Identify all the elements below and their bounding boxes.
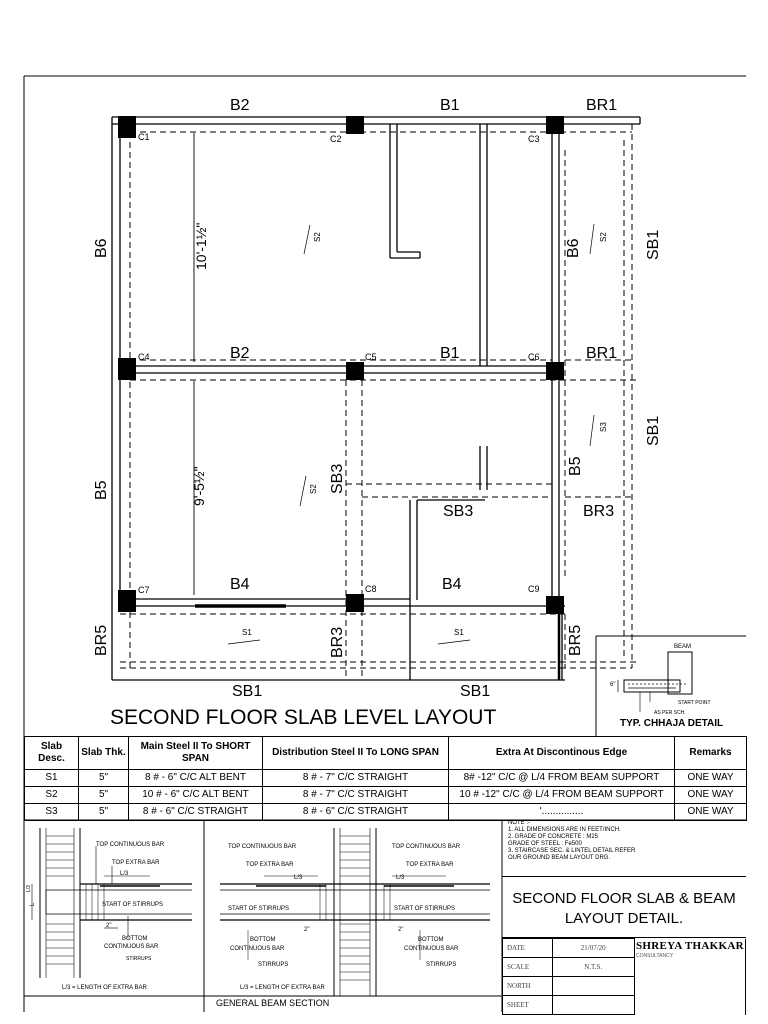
table-cell: S1 (25, 770, 79, 787)
slab-marks (228, 224, 608, 644)
bottom-continuous-bar-label-a: CONTINUOUS BAR (230, 946, 285, 952)
slab-schedule-table (24, 736, 747, 821)
table-header-row (25, 737, 747, 770)
beam-labels (93, 97, 662, 700)
bottom-bar-label-a: BOTTOM (250, 937, 276, 943)
beam-label-sb3-horiz: SB3 (443, 503, 474, 520)
slab-mark-s1-b (438, 628, 470, 644)
column-c3 (546, 116, 564, 134)
table-cell: 8 # - 6" C/C STRAIGHT (129, 804, 263, 821)
svg-text:S1: S1 (454, 628, 464, 637)
l3-label: L/3 (120, 871, 129, 877)
beam-label-b5-right: B5 (567, 456, 584, 476)
scale-value: N.T.S. (552, 958, 634, 977)
table-cell: ONE WAY (675, 787, 747, 804)
empty-cell (634, 958, 745, 977)
two-inch-label-b: 2" (398, 927, 404, 933)
start-of-stirrups-label: START OF STIRRUPS (102, 902, 164, 908)
table-cell: ONE WAY (675, 804, 747, 821)
beam-label-b6-left: B6 (93, 238, 110, 258)
column-c6 (546, 362, 564, 380)
beam-label-b4-right: B4 (442, 576, 462, 593)
slab-mark-s2-b (590, 224, 608, 254)
notes-block (508, 820, 738, 862)
beam-label-sb3-vert: SB3 (329, 463, 346, 494)
column-c7 (118, 590, 136, 612)
beam-label-sb1-bottom-left: SB1 (232, 683, 263, 700)
start-of-stirrups-label-b: START OF STIRRUPS (394, 906, 456, 912)
table-cell: 10 # -12" C/C @ L/4 FROM BEAM SUPPORT (449, 787, 675, 804)
table-header: Extra At Discontinous Edge (449, 737, 675, 770)
beam-label-b5-left: B5 (93, 480, 110, 500)
chhaja-as-per-sch: AS PER SCH. (654, 710, 686, 716)
sheet-border (24, 76, 746, 1012)
svg-text:S1: S1 (242, 628, 252, 637)
bottom-bar-label-b: BOTTOM (418, 937, 444, 943)
date-value: 21/07/20 (552, 939, 634, 958)
dimension-upper: 10'-1½" (193, 222, 209, 270)
column-label: C4 (138, 352, 150, 362)
bottom-continuous-bar-label-b: CONTINUOUS BAR (404, 946, 459, 952)
meta-row-scale (503, 958, 746, 977)
svg-text:S3: S3 (599, 422, 608, 432)
column-c2 (346, 116, 364, 134)
slab-mark-s2-a (304, 225, 322, 254)
column-c5 (346, 362, 364, 380)
beam-label-b2-mid: B2 (230, 345, 250, 362)
note-line: 1. ALL DIMENSIONS ARE IN FEET/INCH. (508, 827, 621, 833)
table-header: Distribution Steel II To LONG SPAN (263, 737, 449, 770)
table-row (25, 787, 747, 804)
beam-label-sb1-right-mid: SB1 (645, 415, 662, 446)
column-label: C7 (138, 585, 150, 595)
note-line: GRADE OF STEEL : Fe500 (508, 841, 582, 847)
columns (118, 116, 564, 614)
l3-label-left: L/3 (26, 885, 32, 892)
column-labels (138, 132, 540, 595)
extra-bar-legend-left: L/3 = LENGTH OF EXTRA BAR (62, 985, 147, 991)
note-line: OUR GROUND BEAM LAYOUT DRG. (508, 855, 611, 861)
beam-label-b2-top: B2 (230, 97, 250, 114)
column-c1 (118, 116, 136, 138)
scale-label: SCALE (503, 958, 553, 977)
l3-label-a: L/3 (294, 875, 303, 881)
stirrups-label-b: STIRRUPS (426, 962, 457, 968)
svg-text:S2: S2 (313, 232, 322, 242)
beam-section-left-labels (26, 842, 165, 991)
title-line-1: SECOND FLOOR SLAB & BEAM (512, 890, 736, 907)
table-header: Remarks (675, 737, 747, 770)
extra-bar-legend-right: L/3 = LENGTH OF EXTRA BAR (240, 985, 325, 991)
note-line: NOTE :- (508, 820, 530, 826)
table-header: Slab Thk. (79, 737, 129, 770)
chhaja-labels (610, 644, 723, 729)
drawing-title: SECOND FLOOR SLAB LEVEL LAYOUT (110, 706, 497, 729)
sheet-value (552, 996, 634, 1015)
table-row (25, 770, 747, 787)
chhaja-start-point: START POINT (678, 700, 711, 706)
column-label: C9 (528, 584, 540, 594)
beam-section-right-labels (216, 844, 461, 1008)
title-block-heading (502, 876, 746, 938)
table-cell: 5" (79, 770, 129, 787)
top-extra-bar-label-a: TOP EXTRA BAR (246, 862, 294, 868)
table-cell: ONE WAY (675, 770, 747, 787)
beam-label-br5-right: BR5 (567, 624, 584, 656)
table-cell: 5" (79, 787, 129, 804)
svg-text:S2: S2 (599, 232, 608, 242)
beam-label-sb1-right-top: SB1 (645, 229, 662, 260)
l3-label-b: L/3 (396, 875, 405, 881)
top-extra-bar-label-b: TOP EXTRA BAR (406, 862, 454, 868)
meta-row-sheet (503, 996, 746, 1015)
top-continuous-bar-label-a: TOP CONTINUOUS BAR (228, 844, 297, 850)
slab-mark-s2-c (300, 476, 318, 506)
beam-label-b6-right: B6 (565, 238, 582, 258)
north-value (552, 977, 634, 996)
table-cell: 8 # - 7" C/C STRAIGHT (263, 787, 449, 804)
stirrups-label: STIRRUPS (126, 956, 152, 962)
table-cell: S2 (25, 787, 79, 804)
note-line: 2. GRADE OF CONCRETE : M25 (508, 834, 599, 840)
column-c9 (546, 596, 564, 614)
stirrups-label-a: STIRRUPS (258, 962, 289, 968)
solid-beams (112, 117, 640, 680)
table-cell: S3 (25, 804, 79, 821)
slab-mark-s1-a (228, 628, 260, 644)
company-name: CONSULTANCY (636, 953, 674, 959)
north-label: NORTH (503, 977, 553, 996)
table-header: Main Steel II To SHORT SPAN (129, 737, 263, 770)
chhaja-dim: 6" (610, 682, 616, 688)
chhaja-title: TYP. CHHAJA DETAIL (620, 718, 724, 729)
title-line-2: LAYOUT DETAIL. (564, 910, 684, 927)
date-label: DATE (503, 939, 553, 958)
table-cell: 5" (79, 804, 129, 821)
column-c8 (346, 594, 364, 612)
sheet-label: SHEET (503, 996, 553, 1015)
beam-label-br1-mid: BR1 (586, 345, 618, 362)
column-label: C5 (365, 352, 377, 362)
meta-row-north (503, 977, 746, 996)
top-continuous-bar-label: TOP CONTINUOUS BAR (96, 842, 165, 848)
beam-label-sb1-bottom-right: SB1 (460, 683, 491, 700)
column-c4 (118, 358, 136, 380)
bottom-continuous-bar-label: CONTINUOUS BAR (104, 944, 159, 950)
note-line: 3. STAIRCASE SEC. & LINTEL DETAIL REFER (508, 848, 636, 854)
beam-label-br1-top: BR1 (586, 97, 618, 114)
beam-label-br5-left: BR5 (93, 624, 110, 656)
dimension-lower: 9'-5½" (191, 466, 207, 506)
svg-text:S2: S2 (309, 484, 318, 494)
floor-plan (112, 116, 640, 680)
table-cell: 8# -12" C/C @ L/4 FROM BEAM SUPPORT (449, 770, 675, 787)
author-name: SHREYA THAKKAR (636, 940, 744, 952)
empty-cell (634, 977, 745, 996)
top-continuous-bar-label-b: TOP CONTINUOUS BAR (392, 844, 461, 850)
two-inch-label-a: 2" (304, 927, 310, 933)
table-cell: 10 # - 6" C/C ALT BENT (129, 787, 263, 804)
beam-label-br3-vert: BR3 (329, 626, 346, 658)
column-label: C1 (138, 132, 150, 142)
l-label: L (30, 902, 36, 906)
column-label: C8 (365, 584, 377, 594)
table-cell: 8 # - 6" C/C ALT BENT (129, 770, 263, 787)
beam-section-right (220, 828, 490, 996)
start-of-stirrups-label-a: START OF STIRRUPS (228, 906, 290, 912)
beam-label-b4-left: B4 (230, 576, 250, 593)
table-cell: 8 # - 7" C/C STRAIGHT (263, 770, 449, 787)
table-header: Slab Desc. (25, 737, 79, 770)
top-extra-bar-label: TOP EXTRA BAR (112, 860, 160, 866)
column-label: C3 (528, 134, 540, 144)
beam-section-caption: GENERAL BEAM SECTION (216, 998, 330, 1008)
chhaja-beam-label: BEAM (674, 644, 692, 650)
slab-mark-s3-a (590, 415, 608, 446)
beam-label-br3-right: BR3 (583, 503, 615, 520)
beam-label-b1-mid: B1 (440, 345, 460, 362)
column-label: C6 (528, 352, 540, 362)
table-cell: 8 # - 6" C/C STRAIGHT (263, 804, 449, 821)
table-row (25, 804, 747, 821)
empty-cell (634, 996, 745, 1015)
beam-label-b1-top: B1 (440, 97, 460, 114)
column-label: C2 (330, 134, 342, 144)
table-cell: '............... (449, 804, 675, 821)
two-inch-label: 2" (106, 923, 112, 929)
bottom-bar-label: BOTTOM (122, 936, 148, 942)
